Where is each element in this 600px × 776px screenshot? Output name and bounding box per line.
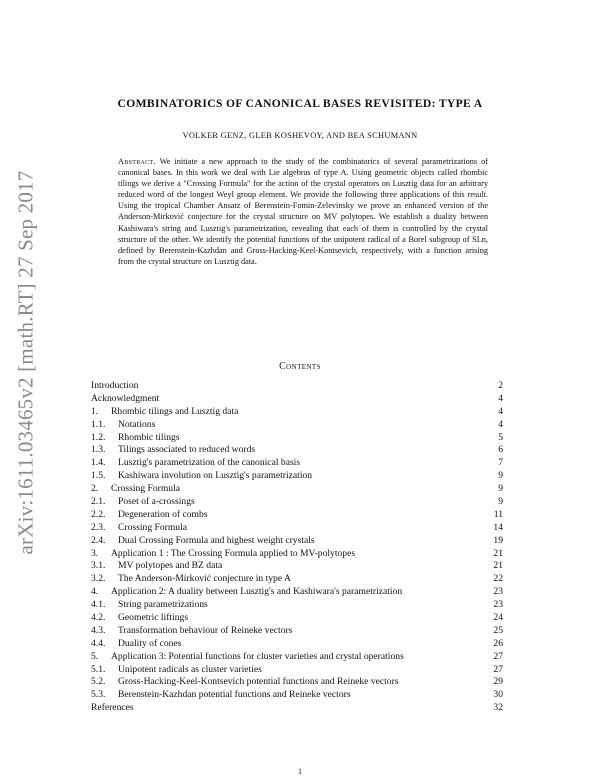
toc-entry-label bbox=[91, 444, 255, 457]
toc-entry-label bbox=[91, 406, 238, 419]
toc-entry-label bbox=[91, 702, 134, 715]
toc-entry-title: Application 3: Potential functions for cluster varieties and crystal operations bbox=[111, 650, 404, 662]
toc-entry-number: 1.3. bbox=[91, 444, 106, 456]
toc-entry-title: Rhombic tilings bbox=[118, 431, 180, 443]
toc-entry-number: 4.4. bbox=[91, 637, 106, 649]
toc-entry-title: Degeneration of combs bbox=[118, 508, 208, 520]
toc-entry-number: 2. bbox=[91, 483, 99, 495]
toc-entry-page: 14 bbox=[493, 521, 503, 533]
toc-entry[interactable] bbox=[91, 689, 503, 702]
toc-entry-number: 2.2. bbox=[91, 508, 106, 520]
toc-entry-title: Crossing Formula bbox=[111, 483, 181, 495]
toc-entry-number: 1.1. bbox=[91, 418, 106, 430]
arxiv-identifier: arXiv:1611.03465v2 [math.RT] 27 Sep 2017 bbox=[13, 170, 38, 555]
toc-entry-number: 2.4. bbox=[91, 534, 106, 546]
toc-entry-label bbox=[91, 419, 155, 432]
toc-entry-page: 9 bbox=[498, 483, 503, 495]
toc-entry[interactable] bbox=[91, 432, 503, 445]
toc-entry-title: Duality of cones bbox=[118, 637, 182, 649]
toc-entry[interactable] bbox=[91, 573, 503, 586]
toc-entry-number: 4.1. bbox=[91, 599, 106, 611]
toc-entry-label bbox=[91, 457, 300, 470]
toc-entry-page: 4 bbox=[498, 418, 503, 430]
toc-entry-page: 25 bbox=[493, 624, 503, 636]
toc-entry-page: 26 bbox=[493, 637, 503, 649]
page-number: 1 bbox=[298, 767, 302, 776]
toc-entry-page: 29 bbox=[493, 676, 503, 688]
toc-entry[interactable] bbox=[91, 457, 503, 470]
toc-entry-page: 32 bbox=[493, 702, 503, 714]
toc-entry[interactable] bbox=[91, 509, 503, 522]
toc-entry[interactable] bbox=[91, 393, 503, 406]
toc-entry-label bbox=[91, 612, 188, 625]
toc-entry-page: 21 bbox=[493, 560, 503, 572]
toc-entry-title: Unipotent radicals as cluster varieties bbox=[118, 663, 262, 675]
toc-entry-label bbox=[91, 470, 312, 483]
toc-entry-label bbox=[91, 676, 399, 689]
toc-entry[interactable] bbox=[91, 702, 503, 715]
toc-entry-label bbox=[91, 625, 292, 638]
toc-entry-number: 5.3. bbox=[91, 689, 106, 701]
toc-entry-page: 21 bbox=[493, 547, 503, 559]
toc-entry-page: 7 bbox=[498, 457, 503, 469]
toc-entry-title: Introduction bbox=[91, 380, 139, 391]
toc-entry-title: Geometric liftings bbox=[118, 612, 189, 624]
toc-entry-title: Gross-Hacking-Keel-Kontsevich potential functions and Reineke vectors bbox=[118, 676, 399, 688]
toc-entry-title: MV polytopes and BZ data bbox=[118, 560, 223, 572]
toc-entry-label bbox=[91, 548, 355, 561]
toc-entry-page: 11 bbox=[493, 508, 503, 520]
abstract-label: Abstract. bbox=[118, 157, 156, 166]
toc-entry-number: 3.2. bbox=[91, 573, 106, 585]
toc-entry-label bbox=[91, 599, 208, 612]
toc-entry-page: 22 bbox=[493, 573, 503, 585]
toc-entry[interactable] bbox=[91, 676, 503, 689]
toc-entry[interactable] bbox=[91, 548, 503, 561]
toc-entry-number: 4.2. bbox=[91, 612, 106, 624]
toc-entry[interactable] bbox=[91, 483, 503, 496]
toc-entry-label bbox=[91, 689, 351, 702]
toc-entry-title: Application 2: A duality between Lusztig's and Kashiwara's parametrization bbox=[111, 586, 403, 598]
toc-entry-page: 9 bbox=[498, 470, 503, 482]
toc-entry[interactable] bbox=[91, 535, 503, 548]
toc-entry-page: 30 bbox=[493, 689, 503, 701]
toc-entry-page: 4 bbox=[498, 405, 503, 417]
toc-entry[interactable] bbox=[91, 612, 503, 625]
toc-entry-page: 6 bbox=[498, 444, 503, 456]
toc-entry[interactable] bbox=[91, 522, 503, 535]
toc-entry-label bbox=[91, 522, 187, 535]
toc-entry-title: References bbox=[91, 702, 134, 714]
toc-entry-number: 5.2. bbox=[91, 676, 106, 688]
toc-entry-label bbox=[91, 483, 180, 496]
toc-entry-title: Berenstein-Kazhdan potential functions and Reineke vectors bbox=[118, 689, 351, 701]
toc-entry[interactable] bbox=[91, 651, 503, 664]
toc-entry-number: 1.4. bbox=[91, 457, 106, 469]
toc-entry-title: Rhombic tilings and Lusztig data bbox=[111, 405, 239, 417]
toc-entry-label bbox=[91, 535, 315, 548]
toc-entry-page: 27 bbox=[493, 663, 503, 675]
toc-entry-label bbox=[91, 638, 181, 651]
toc-entry-label bbox=[91, 380, 138, 393]
toc-entry[interactable] bbox=[91, 419, 503, 432]
toc-entry-label bbox=[91, 509, 208, 522]
toc-entry[interactable] bbox=[91, 470, 503, 483]
table-of-contents bbox=[91, 380, 503, 715]
contents-heading: Contents bbox=[279, 361, 321, 372]
toc-entry-number: 4.3. bbox=[91, 624, 106, 636]
toc-entry-label bbox=[91, 664, 262, 677]
toc-entry-number: 1.2. bbox=[91, 431, 106, 443]
toc-entry-page: 23 bbox=[493, 586, 503, 598]
toc-entry-page: 2 bbox=[498, 380, 503, 391]
toc-entry-label bbox=[91, 560, 222, 573]
toc-entry-label bbox=[91, 573, 291, 586]
toc-entry[interactable] bbox=[91, 664, 503, 677]
toc-entry[interactable] bbox=[91, 599, 503, 612]
toc-entry[interactable] bbox=[91, 625, 503, 638]
toc-entry[interactable] bbox=[91, 406, 503, 419]
abstract bbox=[118, 156, 488, 267]
toc-entry[interactable] bbox=[91, 496, 503, 509]
toc-entry-label bbox=[91, 651, 404, 664]
toc-entry-page: 9 bbox=[498, 496, 503, 508]
toc-entry-label bbox=[91, 496, 195, 509]
toc-entry[interactable] bbox=[91, 444, 503, 457]
toc-entry-page: 5 bbox=[498, 431, 503, 443]
toc-entry-title: The Anderson-Mirković conjecture in type A bbox=[118, 573, 291, 585]
toc-entry-title: Kashiwara involution on Lusztig's parametrization bbox=[118, 470, 313, 482]
toc-entry-title: Transformation behaviour of Reineke vectors bbox=[118, 624, 293, 636]
toc-entry-number: 3.1. bbox=[91, 560, 106, 572]
toc-entry-number: 1.5. bbox=[91, 470, 106, 482]
toc-entry-title: Lusztig's parametrization of the canonical basis bbox=[118, 457, 301, 469]
toc-entry-title: Tilings associated to reduced words bbox=[118, 444, 256, 456]
toc-entry-label bbox=[91, 586, 402, 599]
toc-entry-title: Crossing Formula bbox=[118, 521, 188, 533]
toc-entry-number: 3. bbox=[91, 547, 99, 559]
toc-entry-title: Dual Crossing Formula and highest weight crystals bbox=[118, 534, 315, 546]
toc-entry-title: Application 1 : The Crossing Formula applied to MV-polytopes bbox=[111, 547, 356, 559]
toc-entry-number: 5. bbox=[91, 650, 99, 662]
toc-entry-label bbox=[91, 432, 180, 445]
toc-entry-title: String parametrizations bbox=[118, 599, 208, 611]
toc-entry[interactable] bbox=[91, 560, 503, 573]
toc-entry-number: 1. bbox=[91, 405, 99, 417]
toc-entry-label bbox=[91, 393, 159, 406]
paper-title: COMBINATORICS OF CANONICAL BASES REVISITED: TYPE A bbox=[117, 97, 483, 110]
toc-entry-number: 2.1. bbox=[91, 496, 106, 508]
toc-entry[interactable] bbox=[91, 638, 503, 651]
abstract-text: We initiate a new approach to the study of the combinatorics of several parametrizations of canonical bases. In this work we deal with Lie algebras of type A. Using geometric objects called rhombic tilings we derive a "Crossing Formula" for the action of the crystal operators on Lusztig data for an arbitrary reduced word of the longest Weyl group element. We provide the following three applications of this result. Using the tropical Chamber Ansatz of Berenstein-Fomin-Zelevinsky we prove an enhanced version of the Anderson-Mirković conjecture for the crystal structure on MV polytopes. We establish a duality between Kashiwara's string and Lusztig's parametrization, revealing that each of them is controlled by the crystal structure of the other. We identify the potential functions of the unipotent radical of a Borel subgroup of SLn, defined by Berenstein-Kazhdan and Gross-Hacking-Keel-Kontsevich, respectively, with a function arising from the crystal structure on Lusztig data. bbox=[118, 157, 488, 266]
toc-entry-page: 27 bbox=[493, 650, 503, 662]
toc-entry-title: Notations bbox=[118, 418, 156, 430]
toc-entry-title: Poset of a-crossings bbox=[118, 496, 195, 508]
toc-entry-page: 24 bbox=[493, 612, 503, 624]
toc-entry-page: 4 bbox=[498, 392, 503, 404]
toc-entry[interactable] bbox=[91, 380, 503, 393]
toc-entry[interactable] bbox=[91, 586, 503, 599]
toc-entry-page: 19 bbox=[493, 534, 503, 546]
toc-entry-number: 4. bbox=[91, 586, 99, 598]
author-list: VOLKER GENZ, GLEB KOSHEVOY, AND BEA SCHUMANN bbox=[182, 131, 418, 140]
toc-entry-title: Acknowledgment bbox=[91, 392, 160, 404]
toc-entry-number: 5.1. bbox=[91, 663, 106, 675]
toc-entry-page: 23 bbox=[493, 599, 503, 611]
toc-entry-number: 2.3. bbox=[91, 521, 106, 533]
